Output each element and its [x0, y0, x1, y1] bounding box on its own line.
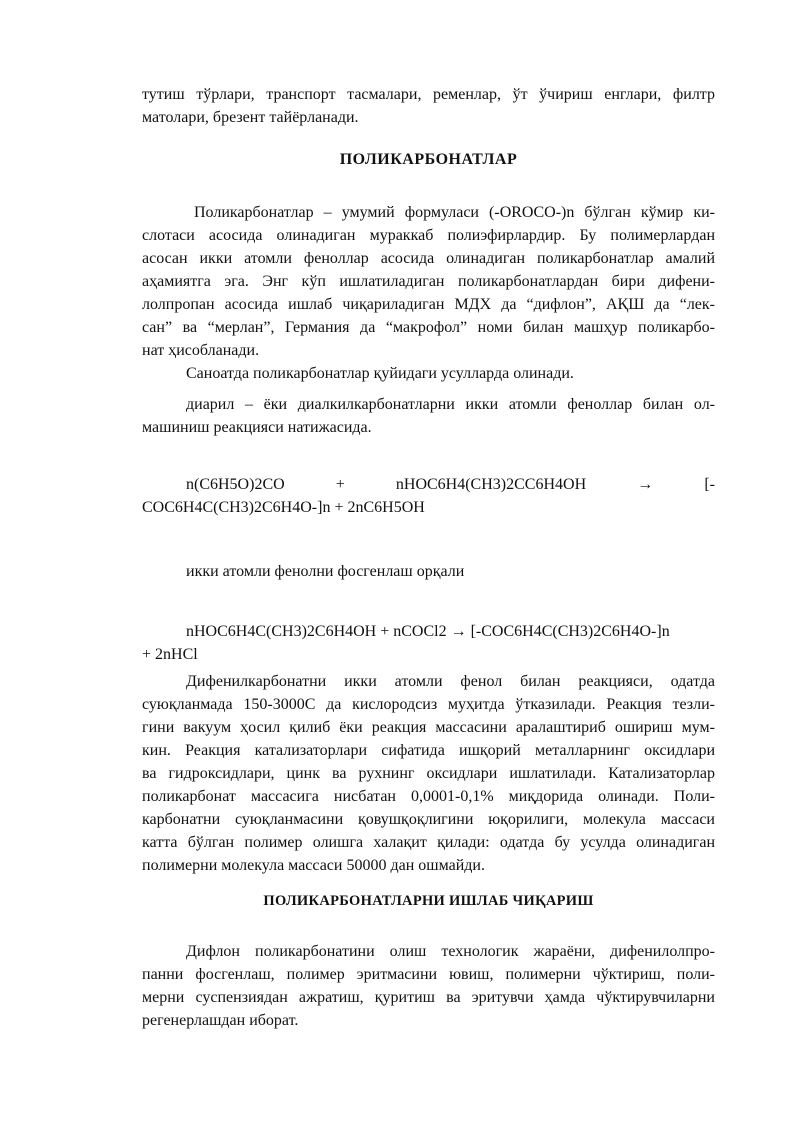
text-line: катта бўлган полимер олишга халақит қилади: одатда бу усулда олинадиган — [142, 834, 715, 851]
equation-2-line1: nHOC6H4C(CH3)2C6H4OH + nCOCl2 → [-COC6H4C(CH3)2C6H4O-]n — [186, 623, 670, 640]
text-line: Дифенилкарбонатни икки атомли фенол билан реакцияси, одатда — [186, 673, 715, 690]
methods-intro: Саноатда поликарбонатлар қуйидаги усулларда олинади. — [186, 365, 574, 382]
equation-1-line1 — [142, 473, 715, 496]
text-line: диарил – ёки диалкилкарбонатларни икки атомли феноллар билан ол- — [186, 396, 715, 413]
paragraph-2 — [142, 670, 715, 877]
method2-text: икки атомли фенолни фосгенлаш орқали — [186, 563, 465, 580]
text-line: карбонатни суюқланмасини қовушқоқлигини юқорилиги, молекула массаси — [142, 811, 715, 828]
section-heading-production: ПОЛИКАРБОНАТЛАРНИ ИШЛАБ ЧИҚАРИШ — [263, 893, 594, 909]
text-line: нат ҳисобланади. — [142, 342, 260, 359]
equation-1 — [142, 473, 715, 519]
equation-arrow: → — [637, 476, 654, 493]
top-paragraph — [142, 83, 715, 129]
intro-paragraph — [142, 201, 715, 362]
text-line: гини вакуум ҳосил қилиб ёки реакция массасини аралаштириб ошириш мум- — [142, 719, 715, 736]
text-line: матолари, брезент тайёрланади. — [142, 109, 359, 126]
text-line: тутиш тўрлари, транспорт тасмалари, ременлар, ўт ўчириш енглари, филтр — [142, 86, 715, 103]
text-line: панни фосгенлаш, полимер эритмасини ювиш, полимерни чўктириш, поли- — [142, 966, 715, 983]
text-line: регенерлашдан иборат. — [142, 1012, 299, 1029]
text-line: Поликарбонатлар – умумий формуласи (-OROCO-)n бўлган кўмир ки- — [194, 204, 715, 221]
text-line: слотаси асосида олинадиган мураккаб полиэфирлардир. Бу полимерлардан — [142, 227, 715, 244]
text-line: лолпропан асосида ишлаб чиқариладиган МДХ да “дифлон”, АҚШ да “лек- — [142, 296, 715, 313]
text-line: Дифлон поликарбонатини олиш технологик жараёни, дифенилолпро- — [186, 943, 715, 960]
method1-paragraph — [142, 393, 715, 439]
text-line: полимерни молекула массаси 50000 дан ошмайди. — [142, 857, 485, 874]
text-line: асосан икки атомли феноллар асосида олинадиган поликарбонатлар амалий — [142, 250, 715, 267]
text-line: ва гидроксидлари, цинк ва рухнинг оксидлари ишлатилади. Катализаторлар — [142, 765, 715, 782]
text-line: кин. Реакция катализаторлари сифатида ишқорий металларнинг оксидлари — [142, 742, 715, 759]
text-line: мерни суспензиядан ажратиш, қуритиш ва эритувчи ҳамда чўктирувчиларни — [142, 989, 715, 1006]
paragraph-3 — [142, 940, 715, 1032]
text-line: сан” ва “мерлан”, Германия да “макрофол” номи билан машҳур поликарбо- — [142, 319, 715, 336]
section-heading-polycarbonates: ПОЛИКАРБОНАТЛАР — [339, 151, 518, 168]
text-line: аҳамиятга эга. Энг кўп ишлатиладиган поликарбонатлардан бири дифени- — [142, 273, 715, 290]
text-line: машиниш реакцияси натижасида. — [142, 419, 372, 436]
equation-2 — [142, 620, 715, 666]
text-line: суюқланмада 150-3000С да кислородсиз муҳитда ўтказилади. Реакция тезли- — [142, 696, 715, 713]
equation-1-line2: COC6H4C(CH3)2C6H4O-]n + 2nC6H5OH — [142, 499, 425, 516]
equation-operator: + — [335, 476, 345, 493]
equation-term: n(C6H5O)2CO — [186, 476, 285, 493]
text-line: поликарбонат массасига нисбатан 0,0001-0,1% миқдорида олинади. Поли- — [142, 788, 715, 805]
equation-term: nHOC6H4(CH3)2CC6H4OH — [395, 476, 587, 493]
equation-2-line2: + 2nHCl — [142, 646, 198, 663]
equation-term: [- — [704, 476, 715, 493]
